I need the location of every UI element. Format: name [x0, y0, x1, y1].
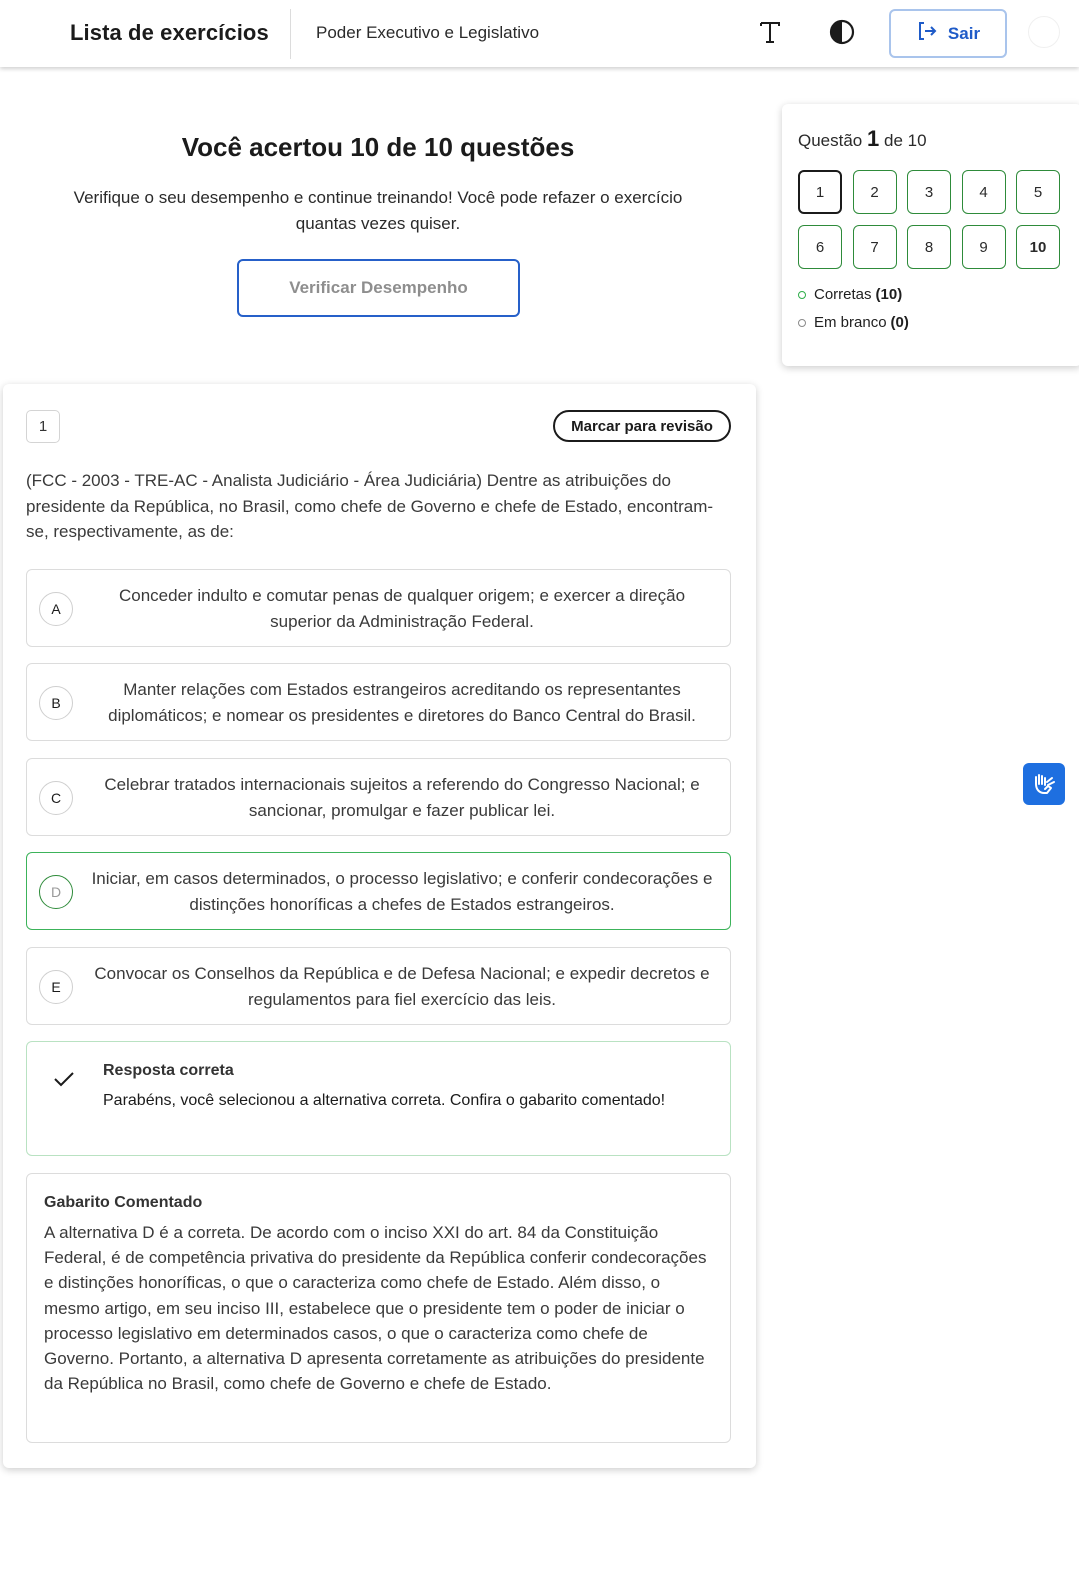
alternative-b[interactable] [26, 663, 731, 741]
question-button-10[interactable]: 10 [1016, 225, 1060, 269]
result-description: Verifique o seu desempenho e continue treinando! Você pode refazer o exercício quantas vezes quiser. [73, 188, 683, 233]
answer-feedback [26, 1041, 731, 1156]
counter-current: 1 [867, 126, 880, 151]
question-button-8[interactable]: 8 [907, 225, 951, 269]
mark-for-review-button[interactable]: Marcar para revisão [553, 410, 731, 442]
alternative-letter: E [39, 970, 73, 1004]
logout-button[interactable] [889, 9, 1007, 58]
question-button-5[interactable]: 5 [1016, 170, 1060, 214]
contrast-icon[interactable] [826, 16, 858, 48]
alternative-letter: B [39, 686, 73, 720]
question-button-1[interactable]: 1 [798, 170, 842, 214]
question-grid [798, 170, 1060, 269]
verify-performance-button[interactable]: Verificar Desempenho [237, 259, 520, 317]
app-title: Lista de exercícios [70, 20, 269, 45]
page-subtitle: Poder Executivo e Legislativo [316, 23, 540, 42]
alternative-letter: A [39, 592, 73, 626]
commentary-text: A alternativa D é a correta. De acordo com o inciso XXI do art. 84 da Constituição Federal, é de competência privativa do presidente da República conferir condecorações e distinções honoríficas, o que o caracteriza como chefe de Estado. Além disso, o mesmo artigo, em seu inciso III, estabelece que o presidente tem o poder de iniciar o processo legislativo em determinados casos, o que o caracteriza como chefe de Governo. Portanto, a alternativa D apresenta corretamente as atribuições do presidente da República no Brasil, como chefe de Governo e chefe de Estado. [44, 1223, 707, 1394]
question-navigator [782, 104, 1079, 366]
top-header [0, 0, 1079, 67]
alternative-text: Manter relações com Estados estrangeiros acreditando os representantes diplomáticos; e nomear os presidentes e diretores do Banco Central do Brasil. [108, 680, 696, 725]
legend-blank-count: (0) [890, 314, 909, 331]
answer-text: Parabéns, você selecionou a alternativa correta. Confira o gabarito comentado! [103, 1092, 666, 1109]
legend-correct-label: Corretas [814, 286, 872, 303]
question-button-2[interactable]: 2 [853, 170, 897, 214]
header-divider [290, 9, 291, 59]
answer-title: Resposta correta [103, 1062, 234, 1079]
alternative-text: Iniciar, em casos determinados, o processo legislativo; e conferir condecorações e distinções honoríficas a chefes de Estados estrangeiros. [91, 869, 713, 914]
answer-commentary [26, 1173, 731, 1443]
question-number-badge: 1 [26, 410, 60, 443]
alternative-c[interactable] [26, 758, 731, 836]
result-title: Você acertou 10 de 10 questões [181, 132, 575, 162]
alternative-d[interactable] [26, 852, 731, 930]
counter-suffix: de 10 [883, 131, 927, 150]
question-button-4[interactable]: 4 [962, 170, 1006, 214]
alternative-letter: D [39, 875, 73, 909]
logout-icon [916, 20, 938, 47]
question-counter [798, 126, 927, 152]
legend-correct-count: (10) [875, 286, 903, 303]
avatar[interactable] [1028, 16, 1060, 48]
alternative-text: Conceder indulto e comutar penas de qualquer origem; e exercer a direção superior da Administração Federal. [118, 586, 686, 631]
alternative-e[interactable] [26, 947, 731, 1025]
question-button-7[interactable]: 7 [853, 225, 897, 269]
text-size-icon[interactable] [754, 16, 786, 48]
legend-blank [798, 314, 909, 331]
legend-blank-dot [798, 319, 806, 327]
legend-correct-dot [798, 291, 806, 299]
logout-label: Sair [947, 23, 981, 43]
question-card [3, 384, 756, 1468]
question-button-9[interactable]: 9 [962, 225, 1006, 269]
check-icon [53, 1070, 75, 1093]
alternative-letter: C [39, 781, 73, 815]
commentary-title: Gabarito Comentado [44, 1194, 203, 1211]
alternative-a[interactable] [26, 569, 731, 647]
legend-correct [798, 286, 902, 303]
counter-prefix: Questão [798, 131, 863, 150]
question-text: (FCC - 2003 - TRE-AC - Analista Judiciário - Área Judiciária) Dentre as atribuições do presidente da República, no Brasil, como chefe de Governo e chefe de Estado, encontram-se, respectivamente, as de: [26, 471, 714, 541]
alternative-text: Celebrar tratados internacionais sujeitos a referendo do Congresso Nacional; e sancionar, promulgar e fazer publicar lei. [104, 775, 700, 820]
legend-blank-label: Em branco [814, 314, 887, 331]
alternative-text: Convocar os Conselhos da República e de Defesa Nacional; e expedir decretos e regulamentos para fiel exercício das leis. [94, 964, 710, 1009]
sign-language-icon[interactable] [1023, 763, 1065, 805]
question-button-3[interactable]: 3 [907, 170, 951, 214]
question-button-6[interactable]: 6 [798, 225, 842, 269]
